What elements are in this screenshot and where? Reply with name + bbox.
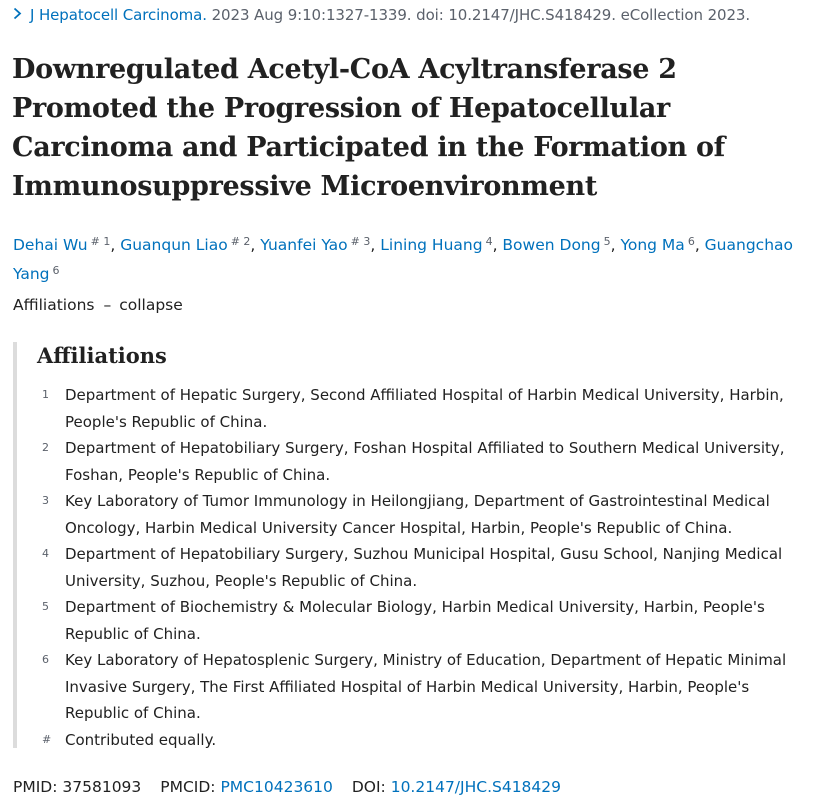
author-separator: , xyxy=(694,236,705,254)
affiliation-item xyxy=(37,647,809,727)
author-separator: , xyxy=(250,236,261,254)
affiliation-number: 4 xyxy=(42,547,49,560)
author-affiliation-marker: 6 xyxy=(687,235,695,248)
affiliation-number: 2 xyxy=(42,441,49,454)
affiliation-item xyxy=(37,727,809,754)
author-separator: , xyxy=(110,236,121,254)
affiliations-toggle-label: Affiliations xyxy=(13,296,95,314)
affiliation-text: Department of Hepatobiliary Surgery, Foshan Hospital Affiliated to Southern Medical University, Foshan, People's Republic of China. xyxy=(65,439,785,484)
affiliation-item xyxy=(37,594,809,647)
affiliations-heading: Affiliations xyxy=(37,343,167,368)
affiliations-toggle[interactable] xyxy=(13,296,183,314)
affiliation-text: Key Laboratory of Hepatosplenic Surgery, Ministry of Education, Department of Hepatic Minimal Invasive Surgery, The First Affiliated Hospital of Harbin Medical University, Harbin, People's Republic of China. xyxy=(65,651,787,722)
affiliation-text: Department of Biochemistry & Molecular Biology, Harbin Medical University, Harbin, People's Republic of China. xyxy=(65,598,765,643)
affiliations-list xyxy=(37,382,809,753)
citation-line xyxy=(13,6,750,24)
author-link[interactable]: Dehai Wu xyxy=(13,236,88,254)
affiliation-number: # xyxy=(42,732,52,746)
author-affiliation-marker: # 1 xyxy=(90,235,111,248)
article-title: Downregulated Acetyl-CoA Acyltransferase 2 Promoted the Progression of Hepatocellular Carcinoma and Participated in the Formation of Immunosuppressive Microenvironment xyxy=(12,54,725,202)
author-affiliation-marker: 4 xyxy=(485,235,493,248)
author-link[interactable]: Yuanfei Yao xyxy=(260,236,348,254)
affiliation-text: Department of Hepatobiliary Surgery, Suzhou Municipal Hospital, Gusu School, Nanjing Medical University, Suzhou, People's Republic of China. xyxy=(65,545,783,590)
toggle-dash: – xyxy=(103,296,112,314)
doi-link[interactable]: 10.2147/JHC.S418429 xyxy=(390,778,562,796)
journal-link[interactable]: J Hepatocell Carcinoma. xyxy=(30,6,207,24)
author-link[interactable]: Lining Huang xyxy=(380,236,483,254)
affiliation-item xyxy=(37,541,809,594)
affiliation-item xyxy=(37,488,809,541)
author-list xyxy=(13,229,803,287)
pmcid-link[interactable]: PMC10423610 xyxy=(220,778,333,796)
author-separator: , xyxy=(610,236,621,254)
affiliation-text: Department of Hepatic Surgery, Second Affiliated Hospital of Harbin Medical University, Harbin, People's Republic of China. xyxy=(65,386,784,431)
identifiers xyxy=(13,778,561,796)
author-affiliation-marker: # 2 xyxy=(230,235,251,248)
author-link[interactable]: Guangchao Yang xyxy=(13,236,793,283)
collapse-link[interactable]: collapse xyxy=(119,296,183,314)
doi-label: DOI: xyxy=(351,778,386,796)
affiliation-text: Key Laboratory of Tumor Immunology in Heilongjiang, Department of Gastrointestinal Medical Oncology, Harbin Medical University Cancer Hospital, Harbin, People's Republic of China. xyxy=(65,492,770,537)
author-link[interactable]: Guanqun Liao xyxy=(120,236,228,254)
author-affiliation-marker: 5 xyxy=(603,235,611,248)
affiliation-number: 1 xyxy=(42,388,49,401)
author-separator: , xyxy=(492,236,503,254)
affiliation-text: Contributed equally. xyxy=(65,730,217,749)
author-separator: , xyxy=(370,236,381,254)
citation-details: 2023 Aug 9:10:1327-1339. doi: 10.2147/JHC.S418429. eCollection 2023. xyxy=(211,6,751,24)
affiliations-panel xyxy=(13,342,807,748)
author-link[interactable]: Yong Ma xyxy=(620,236,685,254)
author-affiliation-marker: 6 xyxy=(52,264,60,277)
pmid-label: PMID: xyxy=(13,778,58,796)
author-affiliation-marker: # 3 xyxy=(350,235,371,248)
affiliation-item xyxy=(37,435,809,488)
affiliation-number: 3 xyxy=(42,494,49,507)
affiliation-number: 6 xyxy=(42,653,49,666)
pmid-value: 37581093 xyxy=(62,778,142,796)
chevron-right-icon[interactable] xyxy=(13,7,24,24)
pmcid-label: PMCID: xyxy=(160,778,216,796)
affiliation-number: 5 xyxy=(42,600,49,613)
author-link[interactable]: Bowen Dong xyxy=(502,236,601,254)
affiliation-item xyxy=(37,382,809,435)
